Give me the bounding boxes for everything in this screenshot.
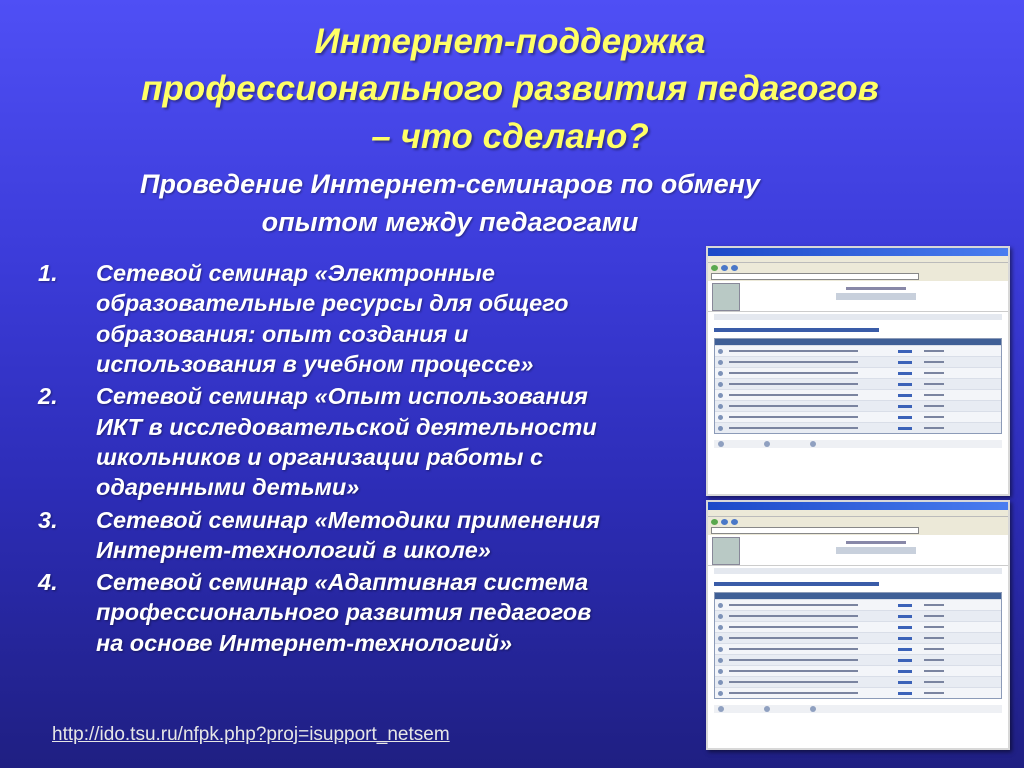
address-bar xyxy=(708,526,1008,535)
back-icon xyxy=(711,265,718,271)
slide-title xyxy=(40,18,980,160)
list-item xyxy=(38,381,728,502)
seminar-list xyxy=(38,258,728,660)
title-line-1: Интернет-поддержка xyxy=(314,22,706,61)
browser-toolbar xyxy=(708,517,1008,526)
list-item xyxy=(38,505,728,566)
list-item-text: Сетевой семинар «Электронные образовательные ресурсы для общего образования: опыт создания и использования в учебном процессе» xyxy=(96,260,569,377)
table-row xyxy=(715,599,1001,610)
window-titlebar xyxy=(708,502,1008,510)
forward-icon xyxy=(721,265,728,271)
title-line-3: – что сделано? xyxy=(371,116,649,156)
browser-toolbar xyxy=(708,263,1008,272)
university-logo xyxy=(712,283,740,311)
list-item-text: Сетевой семинар «Адаптивная система профессионального развития педагогов на основе Интернет-технологий» xyxy=(96,569,592,656)
table-row xyxy=(715,676,1001,687)
table-row xyxy=(715,422,1001,433)
table-row xyxy=(715,411,1001,422)
list-item-number: 3. xyxy=(38,506,58,533)
table-row xyxy=(715,378,1001,389)
list-item-number: 2. xyxy=(38,383,58,410)
university-logo xyxy=(712,537,740,565)
subtitle-line-1: Проведение Интернет-семинаров по обмену xyxy=(140,169,760,199)
table-row xyxy=(715,665,1001,676)
site-header xyxy=(708,535,1008,566)
forum-legend xyxy=(714,440,1002,448)
list-item-text: Сетевой семинар «Методики применения Интернет-технологий в школе» xyxy=(96,506,601,563)
table-row xyxy=(715,687,1001,698)
forum-title xyxy=(714,582,879,586)
list-item xyxy=(38,567,728,658)
table-row xyxy=(715,345,1001,356)
table-row xyxy=(715,643,1001,654)
menu-bar xyxy=(708,256,1008,263)
forum-legend xyxy=(714,705,1002,713)
forum-table xyxy=(714,338,1002,434)
list-item-number: 4. xyxy=(38,569,58,596)
table-row xyxy=(715,400,1001,411)
list-item-text: Сетевой семинар «Опыт использования ИКТ в исследовательской деятельности школьников и организации работы с одаренными детьми» xyxy=(96,383,597,501)
refresh-icon xyxy=(731,519,738,525)
table-row xyxy=(715,654,1001,665)
project-link[interactable]: http://ido.tsu.ru/nfpk.php?proj=isupport_netsem xyxy=(52,724,450,745)
list-item-number: 1. xyxy=(38,260,58,286)
breadcrumb xyxy=(714,314,1002,320)
address-bar xyxy=(708,272,1008,281)
back-icon xyxy=(711,519,718,525)
table-row xyxy=(715,610,1001,621)
site-header xyxy=(708,281,1008,312)
forum-table xyxy=(714,592,1002,699)
forum-screenshot-2 xyxy=(706,500,1010,750)
table-row xyxy=(715,632,1001,643)
forum-title xyxy=(714,328,879,332)
table-row xyxy=(715,356,1001,367)
table-row xyxy=(715,389,1001,400)
table-row xyxy=(715,621,1001,632)
subtitle-line-2: опытом между педагогами xyxy=(261,207,639,238)
window-titlebar xyxy=(708,248,1008,256)
title-line-2: профессионального развития педагогов xyxy=(141,69,879,109)
menu-bar xyxy=(708,510,1008,517)
table-row xyxy=(715,367,1001,378)
slide-subtitle xyxy=(40,165,860,242)
refresh-icon xyxy=(731,265,738,271)
forward-icon xyxy=(721,519,728,525)
list-item xyxy=(38,258,728,379)
forum-screenshot-1 xyxy=(706,246,1010,496)
breadcrumb xyxy=(714,568,1002,574)
